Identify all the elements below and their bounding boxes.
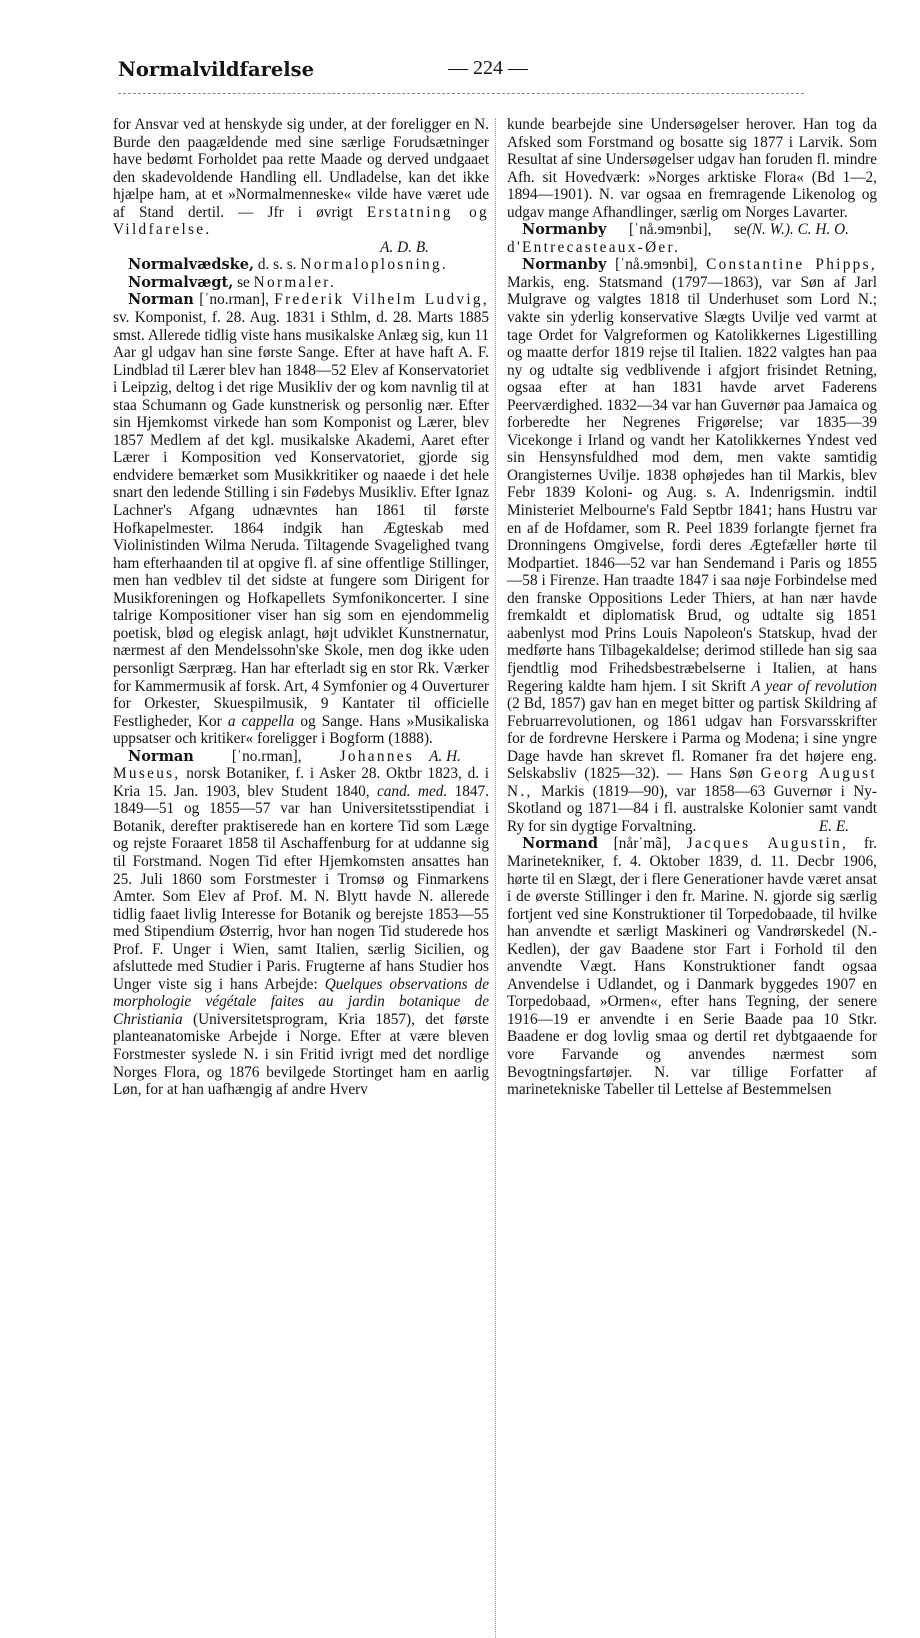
pronunciation: [nårˈmã], — [613, 835, 671, 853]
entry-norman-frederik: Norman [ˈno.rman], Frederik Vilhelm Ludvig, sv. Komponist, f. 28. Aug. 1831 i Sthlm, d. 28. Marts 1885 smst. Allerede tidlig viste hans musikalske Anlæg sig, kun 11 Aar gl udgav han sine første Sange. Efter at have haft A. F. Lindblad til Lærer blev han 1848—52 Elev af Konservatoriet i Leipzig, deltog i det rige Musikliv der og kom navnlig til at staa Schumann og Gade kunstnerisk og personlig nær. Efter sin Hjemkomst virkede han som Komponist og Lærer, blev 1857 Medlem af det kgl. musikalske Akademi, Aaret efter Lærer i Komposition ved Konservatoriet, gjorde sig endvidere bemærket som Musikkritiker og naaede i det hele snart den ledende Stilling i sin Fødebys Musikliv. Efter Ignaz Lachner's Afgang udnævntes han 1861 til første Hofkapelmester. 1864 indgik han Ægteskab med Violinistinden Wilma Neruda. Tiltagende Svagelighed tvang ham efterhaanden til at opgive fl. af sine offentlige Stillinger, men han vedblev til det sidste at fungere som Dirigent for Musikforeningen og Hofkapellets Symfonikoncerter. I sine talrige Kompositioner viser han sig som en ejendommelig poetisk, blød og elegisk anlagt, højt udviklet Kunstnernatur, nærmest af den Mendelssohn'ske Skole, men dog ikke uden personligt Særpræg. Han har efterladt sig en stor Rk. Værker for Kammermusik af forsk. Art, 4 Symfonier og 4 Ouverturer for Orkester, Skuespilmusik, 9 Kantater til officielle Festligheder, Kor a cappella og Sange. Hans »Musikaliska uppsatser och kritiker« foreligger i Bogform (1888). A. H. — [113, 291, 489, 765]
cross-reference: Normaler. — [253, 273, 336, 291]
person-name: Constantine Phipps, — [706, 256, 877, 274]
person-name: Georg August N., — [507, 765, 877, 800]
headword: Normalvægt, — [128, 273, 234, 291]
author-signature: (N. W.). C. H. O. — [746, 221, 849, 239]
author-signature: A. H. — [429, 747, 461, 765]
header-rule — [118, 93, 804, 94]
pronunciation: [ˈnå.ɘmɘnbi], — [615, 256, 698, 274]
right-column — [507, 116, 877, 1099]
headword: Norman — [128, 291, 194, 309]
pronunciation: [ˈnå.ɘmɘnbi], — [629, 221, 712, 239]
entry-normalvaegt: Normalvægt, se Normaler. — [128, 273, 336, 291]
continuation-paragraph: for Ansvar ved at henskyde sig under, at der foreligger en N. Burde den paagældende med sine særlige Forudsætninger have bedømt Forholdet paa rette Maade og derved undgaaet den skadevoldende Handling ell. Undladelse, kan det ikke hjælpe ham, at et »Normalmenneske« vilde have været ude af Stand dertil. — Jfr i øvrigt Erstatning og Vildfarelse. — [113, 116, 489, 239]
page-number: — 224 — — [448, 57, 528, 79]
headword: Normanby — [522, 221, 607, 239]
headword: Normanby — [522, 256, 607, 274]
author-signature: A. D. B. — [380, 238, 429, 256]
entry-normalvaedske: Normalvædske, d. s. s. Normaloplosning. — [128, 256, 449, 274]
headword: Norman — [128, 747, 194, 765]
entry-norman-johannes: Norman [ˈno.rman], Johannes Museus, norsk Botaniker, f. i Asker 28. Oktbr 1823, d. i Kria 15. Jan. 1903, blev Student 1840, cand. med. 1847. 1849—51 og 1855—57 var han Universitetsstipendiat i Botanik, derefter praktiserede han en kortere Tid som Læge og rejste Foraaret 1858 til Aschaffenburg for at uddanne sig til Forstmand. Nogen Tid efter Hjemkomsten ansattes han 25. Juli 1860 som Forstmester i Tromsø og Finmarkens Amter. Som Elev af Prof. M. N. Blytt havde N. allerede tidlig faaet livlig Interesse for Botanik og berejste 1853—55 med Stipendium Østerrig, hvor han nogen Tid studerede hos Prof. F. Unger i Wien, samt Italien, særlig Sicilien, og afsluttede med Studier i Paris. Frugterne af hans Studier hos Unger viste sig i hans Arbejde: Quelques observations de morphologie végétale faites au jardin botanique de Christiania (Universitetsprogram, Kria 1857), det første planteanatomiske Arbejde i Norge. Efter at være bleven Forstmester syslede N. i sin Fritid ivrigt med det nordlige Norges Flora, og 1876 bevilgede Stortinget ham en aarlig Løn, for at han uafhængig af andre Hverv — [113, 747, 490, 1099]
headword: Normand — [522, 835, 598, 853]
person-name: Johannes Museus, — [113, 747, 415, 783]
running-head: Normalvildfarelse — [118, 58, 315, 81]
cross-reference: d'Entrecasteaux-Øer. — [507, 238, 681, 256]
page-header — [118, 58, 804, 88]
left-column — [113, 116, 489, 1099]
cross-reference: Normaloplosning. — [300, 256, 449, 274]
cross-reference: Erstatning og Vildfarelse. — [113, 203, 489, 239]
pronunciation: [ˈno.rman], — [199, 291, 269, 309]
headword: Normalvædske, — [128, 256, 254, 274]
entry-normanby-1: Normanby [ˈnå.ɘmɘnbi], se d'Entrecasteaux-Øer. — [507, 221, 747, 256]
entry-normanby-2: Normanby [ˈnå.ɘmɘnbi], Constantine Phipps, Markis, eng. Statsmand (1797—1863), var Søn af Jarl Mulgrave og valgtes 1818 til Underhuset som Lord N.; vakte sin yderlig konservative Slægts Uvilje ved varmt at tage Ordet for Valgreformen og Katolikkernes Ligestilling og maatte derfor 1819 rejse til Italien. 1822 valgtes han paa ny og udtalte sig vedblivende i afgjort frisindet Retning, ogsaa efter at han 1831 havde arvet Faderens Peerværdighed. 1832—34 var han Guvernør paa Jamaica og forberedte her Negrenes Frigørelse; var 1835—39 Vicekonge i Irland og vandt her Katolikkernes Yndest ved sin Hensynsfuldhed mod dem, men vakte samtidig Orangisternes Uvilje. 1838 ophøjedes han til Markis, blev Febr 1839 Koloni- og Aug. s. A. Indenrigsmin. indtil Ministeriet Melbourne's Fald Septbr 1841; hans Hustru var en af de Hofdamer, som R. Peel 1839 forlangte fjernet fra Dronningens Omgivelse, fordi deres Ægtefæller hørte til Modpartiet. 1846—52 var han Sendemand i Paris og 1855—58 i Firenze. Han traadte 1847 i saa nøje Forbindelse med den franske Oppositions Leder Thiers, at han nær havde fremkaldt et diplomatisk Brud, og udtalte sig 1851 aabenlyst mod Prins Louis Napoleon's Statskup, hvad der medførte hans Tilbagekaldelse; derimod stillede han sig saa fjendtlig mod Frihedsbestræbelserne i Italien, at hans Regering kaldte ham hjem. I sit Skrift A year of revolution (2 Bd, 1857) gav han en meget bitter og partisk Skildring af Februarrevolutionen, og 1861 udgav han Forsvarsskrifter for de fordrevne Herskere i Parma og Modena; i sine yngre Dage havde han skrevet fl. Romaner fra det højere eng. Selskabsliv (1825—32). — Hans Søn Georg August N., Markis (1819—90), var 1858—63 Guvernør i Ny-Skotland og 1871—84 i fl. australske Kolonier samt vandt Ry for sin dygtige Forvaltning. E. E. — [507, 256, 878, 835]
author-signature: E. E. — [818, 817, 849, 835]
entry-normand: Normand [nårˈmã], Jacques Augustin, fr. Marinetekniker, f. 4. Oktober 1839, d. 11. Decbr 1906, hørte til en Slægt, der i flere Generationer havde været ansat i de øverste Stillinger i den fr. Marine. N. gjorde sig særlig fortjent ved sine Konstruktioner til Torpedobaade, til hvilke han anvendte et særligt Maskineri og Vandrørskedel (N.-Kedlen), der gav Baadene stor Fart i Forhold til den anvendte Vægt. Hans Konstruktioner fandt ogsaa Anvendelse i Udlandet, og i Danmark byggedes 1907 en Torpedobaad, »Ormen«, efter hans Tegning, der senere 1916—19 er anvendte i en Serie Baade paa 10 Stkr. Baadene er dog lovlig smaa og dertil ret dybtgaaende for vore Farvande og anvendes nærmest som Bevogtningsfartøjer. N. var tillige Forfatter af marinetekniske Tabeller til Lettelse af Bestemmelsen — [507, 835, 877, 1099]
column-divider — [495, 118, 496, 1638]
continuation-paragraph: kunde bearbejde sine Undersøgelser herover. Han tog da Afsked som Forstmand og bosatte sig 1877 i Larvik. Som Resultat af sine Undersøgelser udgav han foruden fl. mindre Afh. sit Hovedværk: »Norges arktiske Flora« (Bd 1—2, 1894—1901). N. var ogsaa en fremragende Likenolog og udgav mange Afhandlinger, særlig om Norges Lavarter. (N. W.). C. H. O. — [507, 116, 877, 239]
person-name: Jacques Augustin, — [686, 835, 849, 853]
person-name: Frederik Vilhelm Ludvig, — [274, 291, 489, 309]
pronunciation: [ˈno.rman], — [231, 747, 302, 765]
